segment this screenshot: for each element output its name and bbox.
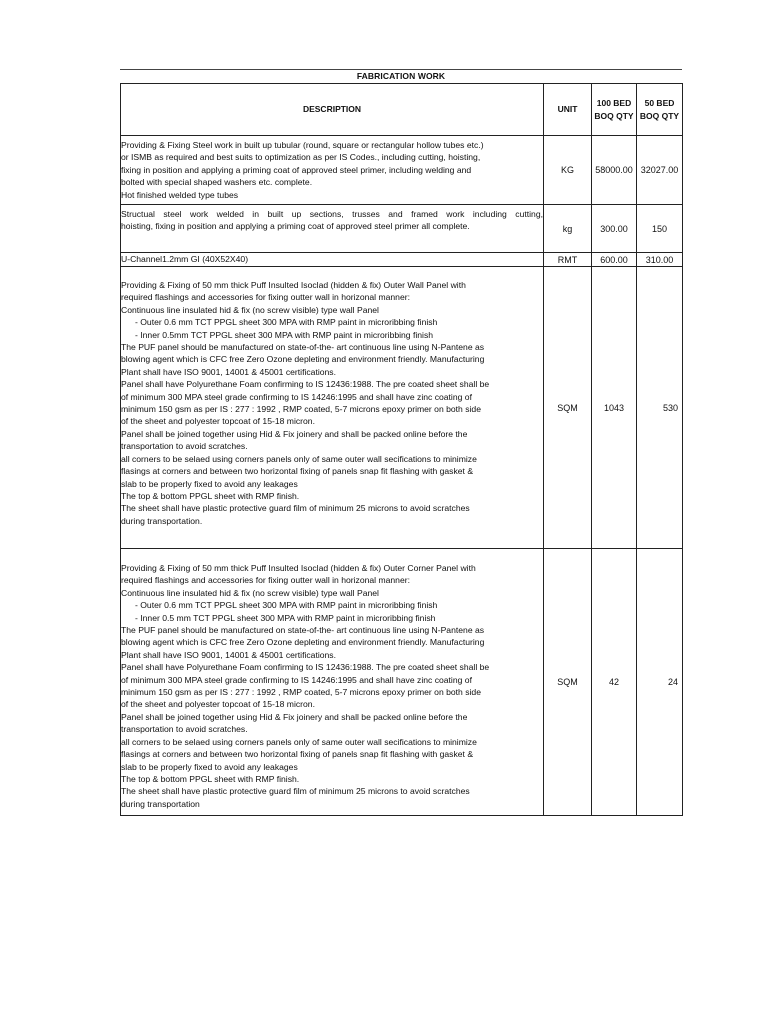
description-line: of the sheet and polyester topcoat of 15-18 micron. (121, 416, 315, 427)
description-line: of minimum 300 MPA steel grade confirming to IS 14246:1995 and shall have zinc coating of (121, 391, 472, 402)
row-unit: kg (544, 205, 592, 253)
row-unit: KG (544, 136, 592, 205)
header-qty-50-line2: BOQ QTY (639, 110, 680, 121)
description-line: The top & bottom PPGL sheet with RMP finish. (121, 773, 300, 784)
description-line: transportation to avoid scratches. (121, 441, 248, 452)
description-line: Plant shall have ISO 9001, 14001 & 45001 certifications. (121, 366, 336, 377)
description-line: Plant shall have ISO 9001, 14001 & 45001 certifications. (121, 649, 336, 660)
description-line: transportation to avoid scratches. (121, 724, 248, 735)
row-qty-100-bed: 1043 (592, 267, 637, 549)
description-line: blowing agent which is CFC free Zero Ozone depleting and environment friendly. Manufacturing (121, 354, 485, 365)
description-line: Providing & Fixing of 50 mm thick Puff Insulted Isoclad (hidden & fix) Outer Corner Panel with (121, 563, 476, 573)
table-row (121, 136, 683, 205)
header-unit: UNIT (544, 84, 592, 136)
description-line: of minimum 300 MPA steel grade confirming to IS 14246:1995 and shall have zinc coating of (121, 674, 472, 685)
description-line: U-Channel1.2mm GI (40X52X40) (121, 254, 249, 264)
description-line: all corners to be selaed using corners panels only of same outer wall secifications to minimize (121, 736, 477, 747)
row-qty-100-bed: 300.00 (592, 205, 637, 253)
description-line: The PUF panel should be manufactured on state-of-the- art continuous line using N-Pantene as (121, 342, 485, 353)
table-row (121, 253, 683, 267)
description-line: slab to be properly fixed to avoid any leakages (121, 478, 298, 489)
description-line: minimum 150 gsm as per IS : 277 : 1992 , RMP coated, 5-7 microns epoxy primer on both side (121, 687, 481, 698)
row-qty-100-bed: 42 (592, 549, 637, 816)
header-qty-100-line1: 100 BED (596, 97, 632, 108)
row-qty-50-bed: 310.00 (637, 253, 683, 267)
header-qty-100-bed (592, 84, 637, 136)
header-qty-100-line2: BOQ QTY (594, 110, 634, 121)
row-unit: SQM (544, 267, 592, 549)
row-qty-50-bed: 24 (637, 549, 683, 816)
description-line: of the sheet and polyester topcoat of 15-18 micron. (121, 699, 315, 710)
description-line: - Outer 0.6 mm TCT PPGL sheet 300 MPA with RMP paint in microribbing finish (135, 600, 438, 611)
row-description (121, 205, 544, 253)
description-line: bolted with special shaped washers etc. complete. (121, 177, 313, 188)
description-line: Structual steel work welded in built up sections, trusses and framed work including cutting, (121, 209, 543, 219)
description-line: flasings at corners and between two horizontal fixing of panels snap fit flashing with gasket & (121, 749, 474, 760)
boq-table (120, 83, 683, 816)
description-line: Providing & Fixing of 50 mm thick Puff Insulted Isoclad (hidden & fix) Outer Wall Panel with (121, 280, 466, 290)
description-line: flasings at corners and between two horizontal fixing of panels snap fit flashing with gasket & (121, 466, 474, 477)
description-line: The PUF panel should be manufactured on state-of-the- art continuous line using N-Pantene as (121, 625, 485, 636)
description-line: all corners to be selaed using corners panels only of same outer wall secifications to minimize (121, 453, 477, 464)
header-qty-50-bed (637, 84, 683, 136)
description-line: The sheet shall have plastic protective guard film of minimum 25 microns to avoid scratches (121, 786, 470, 797)
header-qty-50-line1: 50 BED (644, 97, 675, 108)
row-qty-50-bed: 530 (637, 267, 683, 549)
row-description (121, 253, 544, 267)
description-line: during transportation (121, 798, 200, 809)
description-line: The top & bottom PPGL sheet with RMP finish. (121, 490, 300, 501)
description-line: minimum 150 gsm as per IS : 277 : 1992 , RMP coated, 5-7 microns epoxy primer on both side (121, 404, 481, 415)
row-description (121, 267, 544, 549)
row-description (121, 549, 544, 816)
row-description (121, 136, 544, 205)
description-line: Panel shall be joined together using Hid & Fix joinery and shall be packed online before the (121, 711, 468, 722)
description-line: Panel shall be joined together using Hid & Fix joinery and shall be packed online before the (121, 428, 468, 439)
description-line: slab to be properly fixed to avoid any leakages (121, 761, 298, 772)
description-line: hoisting, fixing in position and applying a priming coat of approved steel primer all complete. (121, 221, 470, 232)
description-line: The sheet shall have plastic protective guard film of minimum 25 microns to avoid scratches (121, 503, 470, 514)
row-qty-100-bed: 58000.00 (592, 136, 637, 205)
description-line: Panel shall have Polyurethane Foam confirming to IS 12436:1988. The pre coated sheet shall be (121, 379, 490, 390)
description-line: Providing & Fixing Steel work in built up tubular (round, square or rectangular hollow tubes etc.) (121, 140, 484, 150)
description-line: fixing in position and applying a priming coat of approved steel primer, including welding and (121, 164, 472, 175)
top-rule (120, 69, 682, 70)
header-description: DESCRIPTION (121, 84, 544, 136)
table-row (121, 549, 683, 816)
description-line: - Inner 0.5 mm TCT PPGL sheet 300 MPA with RMP paint in microribbing finish (135, 612, 436, 623)
header-row (121, 84, 683, 136)
row-unit: RMT (544, 253, 592, 267)
description-line: Panel shall have Polyurethane Foam confirming to IS 12436:1988. The pre coated sheet shall be (121, 662, 490, 673)
table-row (121, 205, 683, 253)
row-qty-100-bed: 600.00 (592, 253, 637, 267)
description-line: during transportation. (121, 515, 203, 526)
description-line: Hot finished welded type tubes (121, 189, 239, 200)
description-line: or ISMB as required and best suits to optimization as per IS Codes., including cutting, hoisting, (121, 152, 481, 163)
description-line: Continuous line insulated hid & fix (no screw visible) type wall Panel (121, 587, 379, 598)
description-line: - Inner 0.5mm TCT PPGL sheet 300 MPA with RMP paint in microribbing finish (135, 329, 434, 340)
table-row (121, 267, 683, 549)
description-line: Continuous line insulated hid & fix (no screw visible) type wall Panel (121, 304, 379, 315)
description-line: blowing agent which is CFC free Zero Ozone depleting and environment friendly. Manufacturing (121, 637, 485, 648)
row-qty-50-bed: 150 (637, 205, 683, 253)
description-line: required flashings and accessories for fixing outter wall in horizonal manner: (121, 575, 410, 586)
description-line: - Outer 0.6 mm TCT PPGL sheet 300 MPA with RMP paint in microribbing finish (135, 317, 438, 328)
description-line: required flashings and accessories for fixing outter wall in horizonal manner: (121, 292, 410, 303)
row-unit: SQM (544, 549, 592, 816)
row-qty-50-bed: 32027.00 (637, 136, 683, 205)
sheet-title: FABRICATION WORK (356, 71, 446, 81)
